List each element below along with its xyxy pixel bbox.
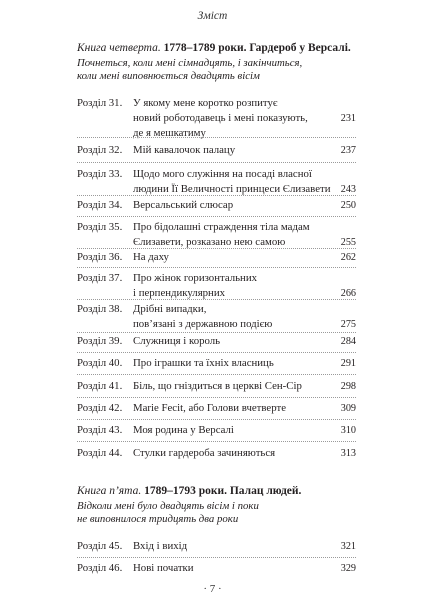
book-title	[77, 484, 377, 499]
book-years: 1789–1793 роки.	[144, 485, 227, 497]
section-title	[133, 198, 313, 213]
section-label: Розділ 32.	[77, 144, 123, 156]
section-title-line: На даху	[133, 251, 169, 263]
book-title	[77, 41, 377, 56]
dotted-divider	[77, 216, 356, 217]
section-title-line: Дрібні випадки,	[133, 303, 207, 315]
section-title	[133, 334, 313, 349]
section-label: Розділ 34.	[77, 199, 123, 211]
dotted-divider	[77, 557, 356, 558]
book-years: 1778–1789 роки.	[163, 42, 247, 54]
book-epigraph-line: коли мені виповнюється двадцять вісім	[77, 70, 260, 82]
section-title	[133, 250, 313, 265]
book-heading	[77, 41, 377, 83]
section-label: Розділ 43.	[77, 424, 123, 436]
section-title-line: Біль, що гніздиться в церкві Сен-Сір	[133, 380, 302, 392]
dotted-divider	[77, 195, 356, 196]
section-label: Розділ 46.	[77, 562, 123, 574]
book-kind: Книга четверта.	[77, 42, 161, 54]
page-number: 309	[340, 403, 356, 414]
book-epigraph-line: не виповнилося тридцять два роки	[77, 513, 239, 525]
section-title-line: новий роботодавець і мені показують,	[133, 112, 308, 124]
section-label: Розділ 33.	[77, 168, 123, 180]
section-label: Розділ 40.	[77, 357, 123, 369]
dotted-divider	[77, 248, 356, 249]
dotted-divider	[77, 299, 356, 300]
page-number: 321	[340, 541, 356, 552]
section-title-line: Служниця і король	[133, 335, 221, 347]
page-number: 291	[340, 358, 356, 369]
section-title	[133, 401, 313, 416]
section-title-line: Нові початки	[133, 562, 194, 574]
section-title	[133, 561, 313, 576]
section-label: Розділ 45.	[77, 540, 123, 552]
dotted-divider	[77, 419, 356, 420]
section-title-line: Моя родина у Версалі	[133, 424, 234, 436]
section-title	[133, 167, 331, 197]
section-title-line: Стулки гардероба зачиняються	[133, 447, 276, 459]
section-title	[133, 302, 313, 332]
page-number: 310	[340, 425, 356, 436]
page-number: 250	[340, 200, 356, 211]
dotted-divider	[77, 374, 356, 375]
section-title-line: людини Її Величності принцеси Єлизавети	[133, 183, 331, 195]
section-label: Розділ 37.	[77, 272, 123, 284]
section-title	[133, 356, 313, 371]
section-label: Розділ 41.	[77, 380, 123, 392]
section-label: Розділ 44.	[77, 447, 123, 459]
book-name: Палац людей.	[229, 485, 302, 497]
page-number: 237	[340, 145, 356, 156]
page-number: 255	[340, 237, 356, 248]
book-kind: Книга п’ята.	[77, 485, 142, 497]
page-number: 266	[340, 288, 356, 299]
page-number: 313	[340, 448, 356, 459]
section-title	[133, 143, 313, 158]
section-label: Розділ 35.	[77, 221, 123, 233]
dotted-divider	[77, 332, 356, 333]
section-title-line: Вхід і вихід	[133, 540, 188, 552]
book-name: Гардероб у Версалі.	[249, 42, 351, 54]
dotted-divider	[77, 137, 356, 138]
page-number: 262	[340, 252, 356, 263]
page-number: 243	[340, 184, 356, 195]
page-number: 329	[340, 563, 356, 574]
section-title-line: У якому мене коротко розпитує	[133, 97, 278, 109]
page-folio: · 7 ·	[203, 583, 222, 595]
section-label: Розділ 39.	[77, 335, 123, 347]
dotted-divider	[77, 397, 356, 398]
section-title-line: Про жінок горизонтальних	[133, 272, 257, 284]
book-epigraph-line: Почнеться, коли мені сімнадцять, і закінчиться,	[77, 57, 303, 69]
section-title-line: Єлизавети, розказано нею самою	[133, 236, 286, 248]
page-number: 275	[340, 319, 356, 330]
section-label: Розділ 38.	[77, 303, 123, 315]
section-title	[133, 446, 313, 461]
dotted-divider	[77, 352, 356, 353]
section-label: Розділ 42.	[77, 402, 123, 414]
section-title-line: і перпендикулярних	[133, 287, 226, 299]
book-epigraph-line: Відколи мені було двадцять вісім і поки	[77, 500, 259, 512]
dotted-divider	[77, 267, 356, 268]
section-title-line: Мій кавалочок палацу	[133, 144, 236, 156]
dotted-divider	[77, 441, 356, 442]
section-title	[133, 220, 313, 250]
section-title-line: Про іграшки та їхніх власниць	[133, 357, 274, 369]
page-number: 284	[340, 336, 356, 347]
running-head: Зміст	[197, 10, 228, 22]
section-title	[133, 271, 313, 301]
book-epigraph	[77, 500, 377, 526]
section-title	[133, 379, 313, 394]
section-title-line: Версальський слюсар	[133, 199, 234, 211]
section-label: Розділ 31.	[77, 97, 123, 109]
book-epigraph	[77, 57, 377, 83]
page-number: 298	[340, 381, 356, 392]
section-title	[133, 423, 313, 438]
section-title-line: пов’язані з державною подією	[133, 318, 273, 330]
page-number: 231	[340, 113, 356, 124]
section-title	[133, 539, 313, 554]
section-title	[133, 96, 313, 141]
section-title-line: де я мешкатиму	[133, 127, 206, 139]
section-title-line: Щодо мого служіння на посаді власної	[133, 168, 312, 180]
dotted-divider	[77, 162, 356, 163]
book-heading	[77, 484, 377, 526]
section-label: Розділ 36.	[77, 251, 123, 263]
section-title-line: Про бідолашні страждення тіла мадам	[133, 221, 310, 233]
section-title-line: Marie Fecit, або Голови вчетверте	[133, 402, 286, 414]
